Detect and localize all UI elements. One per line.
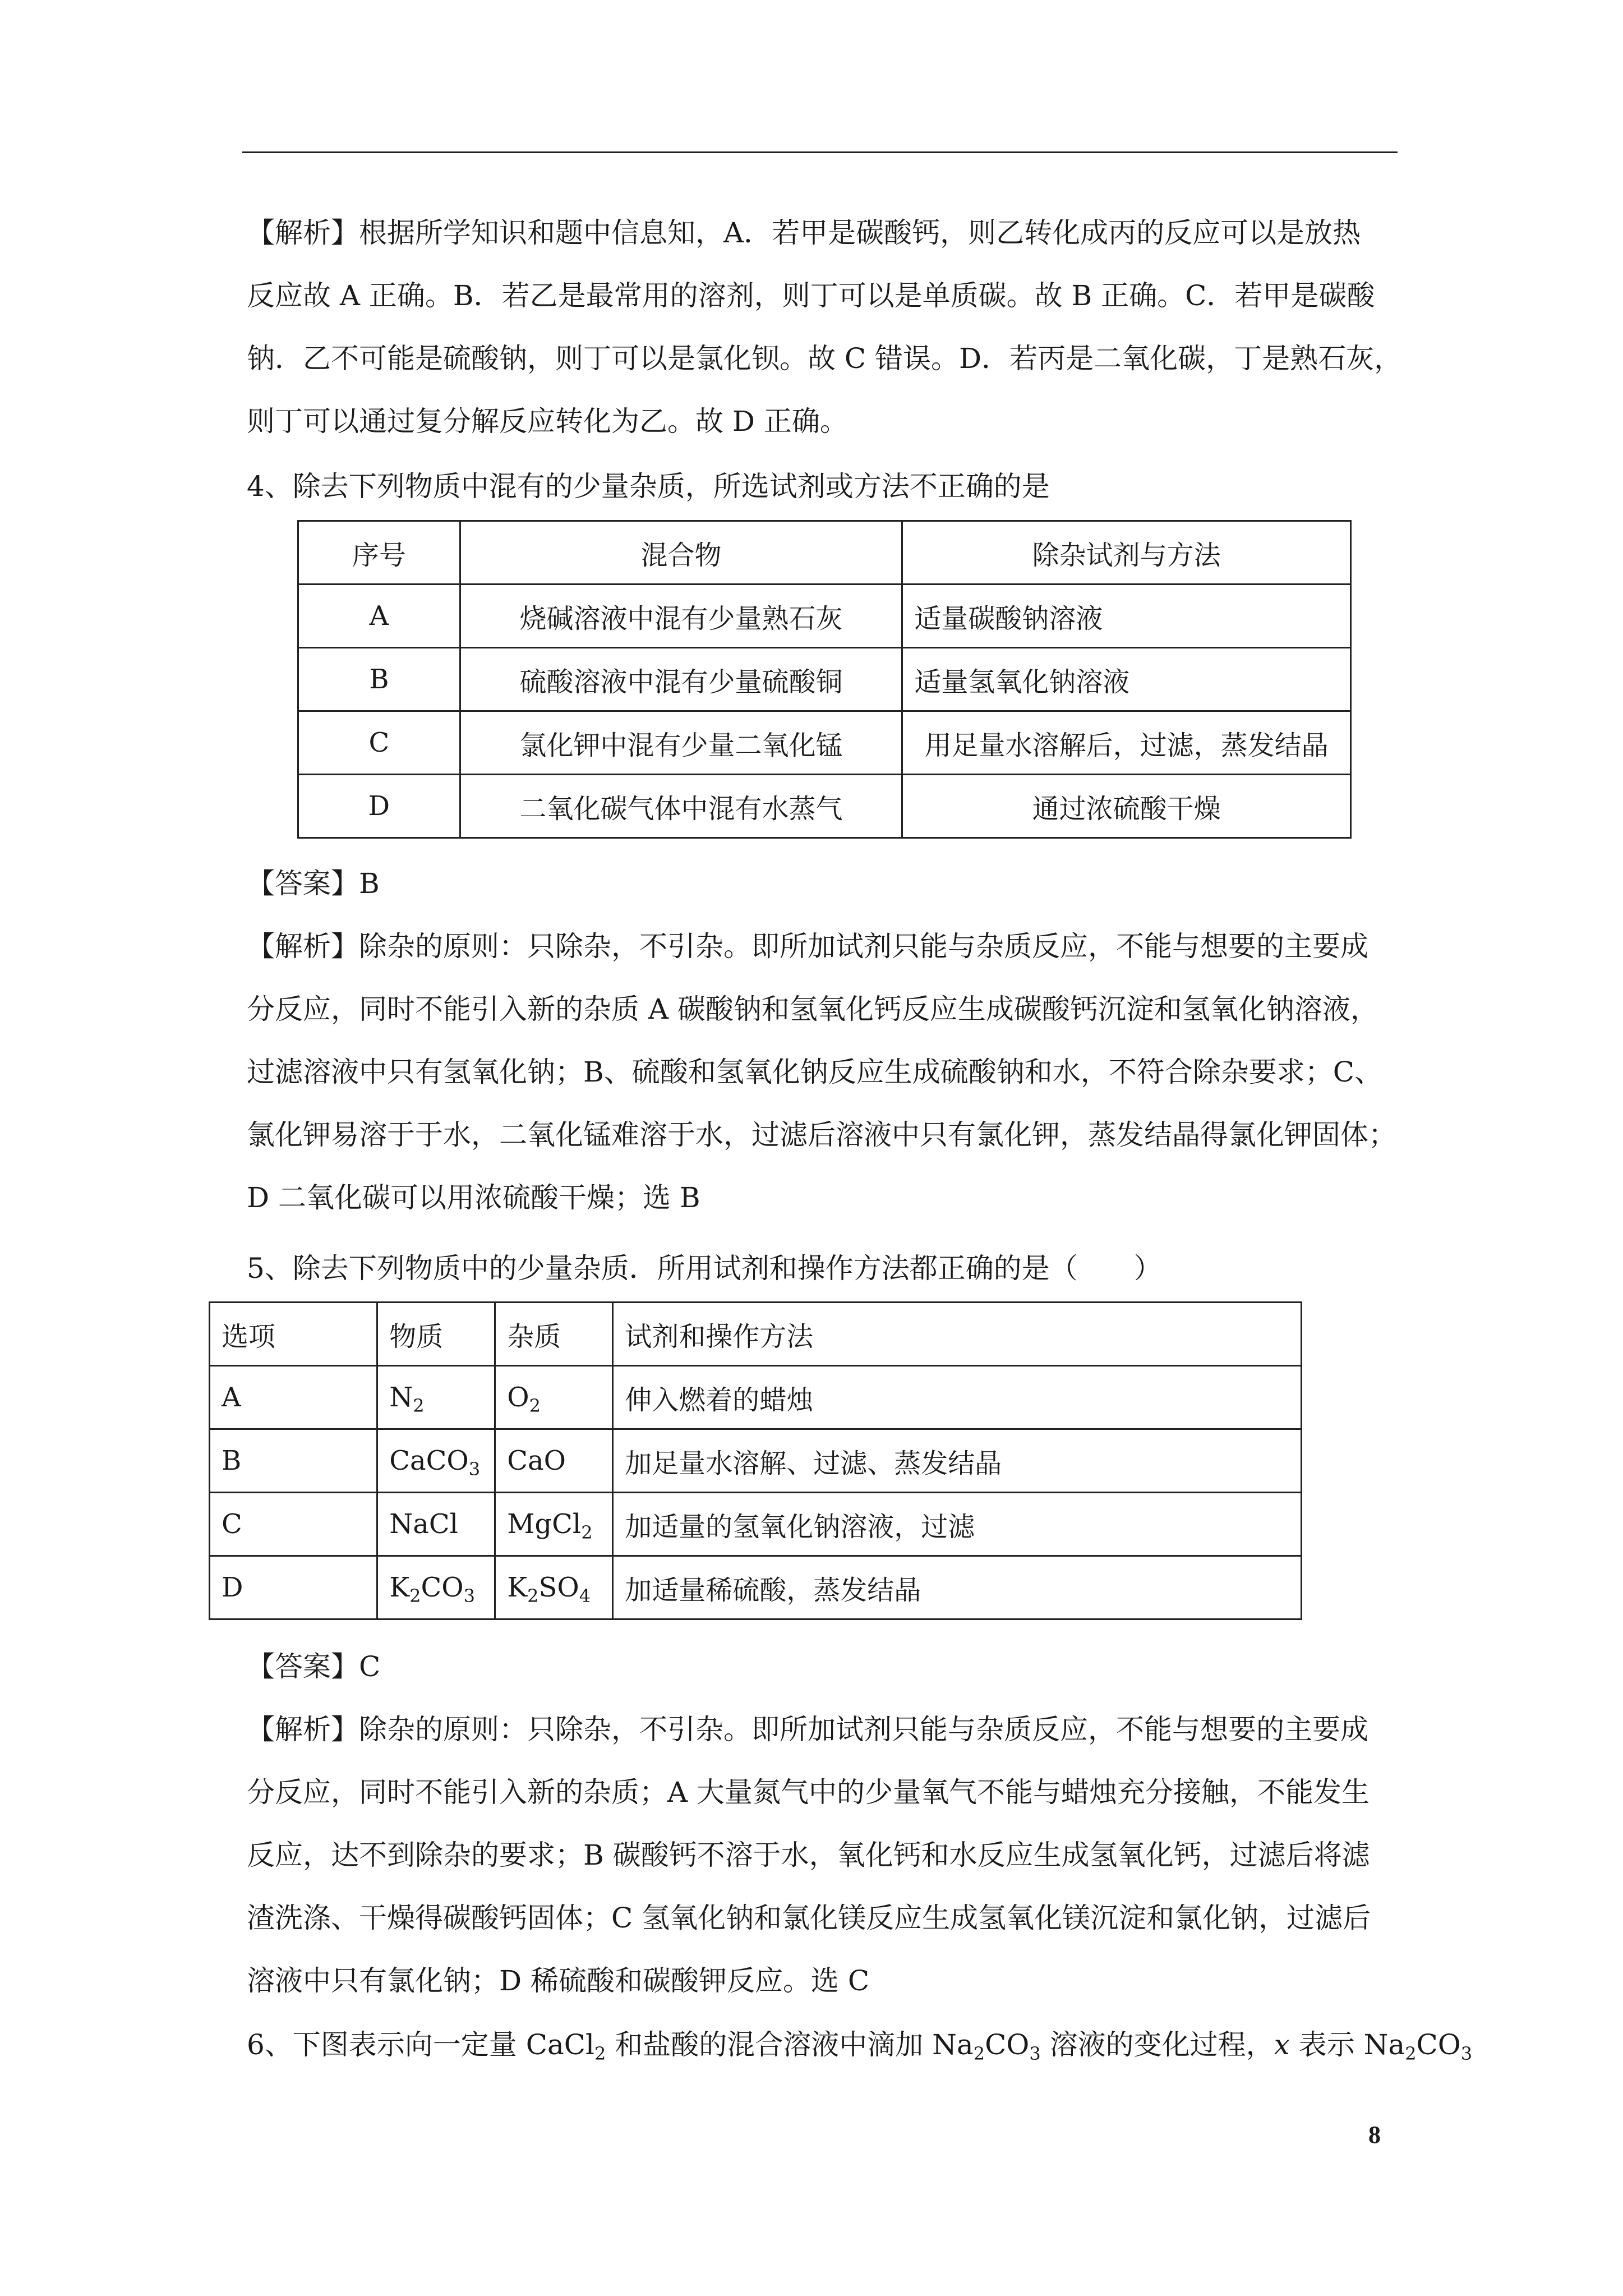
header-cell: 除杂试剂与方法 [902, 521, 1351, 585]
mixture-cell: 硫酸溶液中混有少量硫酸铜 [460, 648, 902, 711]
q4-analysis-line-4: 氯化钾易溶于于水，二氧化锰难溶于水，过滤后溶液中只有氯化钾，蒸发结晶得氯化钾固体； [247, 1119, 1396, 1151]
method-cell: 加足量水溶解、过滤、蒸发结晶 [613, 1429, 1302, 1493]
q5-analysis-line-2: 分反应，同时不能引入新的杂质；A 大量氮气中的少量氧气不能与蜡烛充分接触，不能发生 [247, 1776, 1370, 1809]
header-cell: 混合物 [460, 521, 902, 585]
method-cell: 伸入燃着的蜡烛 [613, 1366, 1302, 1429]
q4-analysis-line-3: 过滤溶液中只有氢氧化钠；B、硫酸和氢氧化钠反应生成硫酸钠和水，不符合除杂要求；C、 [247, 1056, 1382, 1088]
substance-cell: NaCl [377, 1493, 495, 1556]
q5-answer: 【答案】C [247, 1650, 381, 1683]
q4-answer: 【答案】B [247, 867, 380, 900]
option-cell: C [298, 711, 460, 775]
page-number: 8 [1368, 2121, 1381, 2148]
substance-cell: $N_2$ [377, 1366, 495, 1429]
analysis3-line-4: 则丁可以通过复分解反应转化为乙。故 D 正确。 [247, 405, 848, 438]
table-row [210, 1556, 1302, 1619]
option-cell: A [298, 585, 460, 648]
method-cell: 适量氢氧化钠溶液 [902, 648, 1351, 711]
impurity-cell: $O_2$ [495, 1366, 613, 1429]
impurity-cell: $K_2SO_4$ [495, 1556, 613, 1619]
option-cell: C [210, 1493, 377, 1556]
q5-analysis-line-3: 反应，达不到除杂的要求；B 碳酸钙不溶于水，氧化钙和水反应生成氢氧化钙，过滤后将滤 [247, 1839, 1370, 1871]
option-cell: D [210, 1556, 377, 1619]
mixture-cell: 氯化钾中混有少量二氧化锰 [460, 711, 902, 775]
header-cell: 选项 [210, 1303, 377, 1366]
option-cell: B [210, 1429, 377, 1493]
substance-cell: $K_2CO_3$ [377, 1556, 495, 1619]
table-row [298, 648, 1351, 711]
mixture-cell: 二氧化碳气体中混有水蒸气 [460, 775, 902, 838]
option-cell: B [298, 648, 460, 711]
q5-stem: 5、除去下列物质中的少量杂质．所用试剂和操作方法都正确的是（ ） [247, 1252, 1162, 1285]
method-cell: 适量碳酸钠溶液 [902, 585, 1351, 648]
analysis3-line-2: 反应故 A 正确。B．若乙是最常用的溶剂，则丁可以是单质碳。故 B 正确。C．若甲是碳酸 [247, 279, 1375, 312]
mixture-cell: 烧碱溶液中混有少量熟石灰 [460, 585, 902, 648]
table-row [298, 775, 1351, 838]
table-header-row [210, 1303, 1302, 1366]
table-header-row [298, 521, 1351, 585]
q4-stem: 4、除去下列物质中混有的少量杂质，所选试剂或方法不正确的是 [247, 470, 1050, 503]
table-row [298, 711, 1351, 775]
q4-analysis-line-1: 【解析】除杂的原则：只除杂，不引杂。即所加试剂只能与杂质反应，不能与想要的主要成 [247, 930, 1368, 963]
q6-stem: 6、下图表示向一定量 CaCl$_2$ 和盐酸的混合溶液中滴加 $Na_2CO_3$ 溶液的变化过程，x 表示 $Na_2CO_3$ [247, 2028, 1473, 2064]
option-cell: D [298, 775, 460, 838]
q5-analysis-line-5: 溶液中只有氯化钠；D 稀硫酸和碳酸钾反应。选 C [247, 1964, 870, 1997]
option-cell: A [210, 1366, 377, 1429]
header-cell: 杂质 [495, 1303, 613, 1366]
q5-analysis-line-1: 【解析】除杂的原则：只除杂，不引杂。即所加试剂只能与杂质反应，不能与想要的主要成 [247, 1713, 1368, 1746]
q4-analysis-line-5: D 二氧化碳可以用浓硫酸干燥；选 B [247, 1181, 700, 1214]
q5-analysis-line-4: 渣洗涤、干燥得碳酸钙固体；C 氢氧化钠和氯化镁反应生成氢氧化镁沉淀和氯化钠，过滤后 [247, 1902, 1371, 1934]
method-cell: 加适量稀硫酸，蒸发结晶 [613, 1556, 1302, 1619]
method-cell: 通过浓硫酸干燥 [902, 775, 1351, 838]
header-cell: 序号 [298, 521, 460, 585]
header-cell: 物质 [377, 1303, 495, 1366]
analysis3-line-1: 【解析】根据所学知识和题中信息知，A．若甲是碳酸钙，则乙转化成丙的反应可以是放热 [247, 217, 1361, 249]
q4-analysis-line-2: 分反应，同时不能引入新的杂质 A 碳酸钠和氢氧化钙反应生成碳酸钙沉淀和氢氧化钠溶液， [247, 993, 1378, 1025]
impurity-cell: MgCl$_2$ [495, 1493, 613, 1556]
table-row [210, 1429, 1302, 1493]
method-cell: 用足量水溶解后，过滤，蒸发结晶 [902, 711, 1351, 775]
header-cell: 试剂和操作方法 [613, 1303, 1302, 1366]
table-row [210, 1366, 1302, 1429]
analysis3-line-3: 钠．乙不可能是硫酸钠，则丁可以是氯化钡。故 C 错误。D．若丙是二氧化碳，丁是熟石灰， [247, 342, 1403, 375]
table-row [210, 1493, 1302, 1556]
impurity-cell: CaO [495, 1429, 613, 1493]
header-rule [242, 151, 1398, 153]
substance-cell: CaCO$_3$ [377, 1429, 495, 1493]
q5-table [209, 1301, 1302, 1620]
method-cell: 加适量的氢氧化钠溶液，过滤 [613, 1493, 1302, 1556]
q4-table [297, 520, 1352, 839]
table-row [298, 585, 1351, 648]
